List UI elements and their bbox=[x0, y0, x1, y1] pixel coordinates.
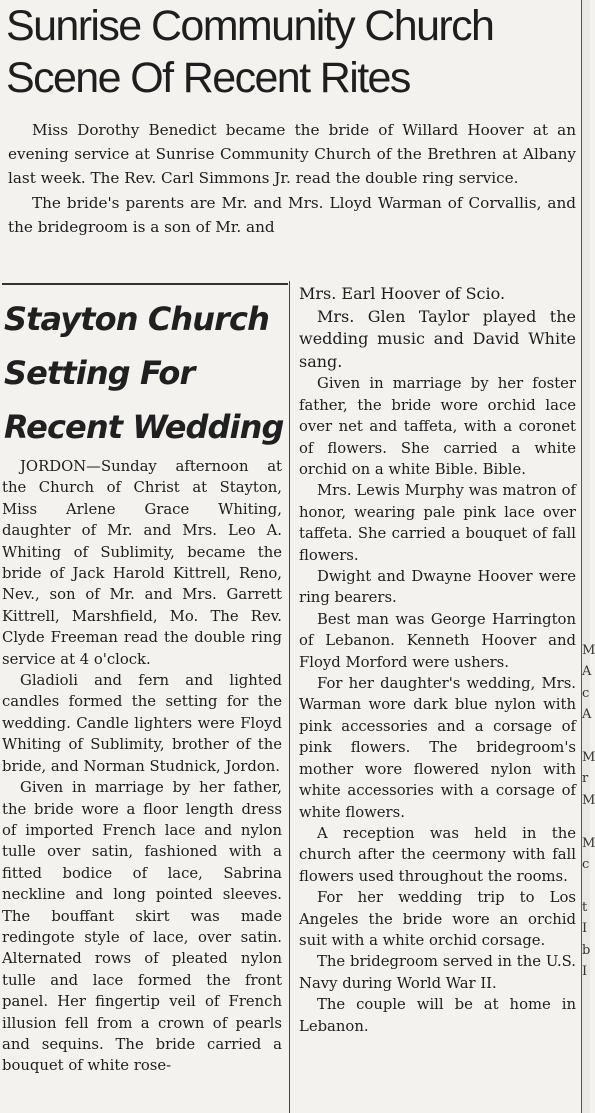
edge-char: I bbox=[582, 964, 588, 980]
sidebar-headline-line-2: Setting For bbox=[4, 354, 195, 392]
edge-char: A bbox=[582, 707, 592, 723]
lead-text bbox=[8, 118, 576, 239]
article-paragraph: Best man was George Harrington of Lebanon. Kenneth Hoover and Floyd Morford were ushers. bbox=[299, 610, 576, 671]
lead-paragraph-2: The bride's parents are Mr. and Mrs. Lloyd Warman of Corvallis, and the bridegroom is a son of Mr. and bbox=[8, 193, 576, 236]
edge-char bbox=[582, 726, 590, 747]
column-divider bbox=[289, 281, 290, 1113]
article-paragraph: Dwight and Dwayne Hoover were ring bearers. bbox=[299, 568, 576, 607]
article-paragraph: The couple will be at home in Lebanon. bbox=[299, 996, 576, 1035]
adjacent-column-edge-text bbox=[582, 640, 595, 983]
sidebar-headline-line-1: Stayton Church bbox=[4, 300, 269, 338]
edge-char: c bbox=[582, 857, 590, 873]
sidebar-paragraph: Gladioli and fern and lighted candles formed the setting for the wedding. Candle lighters were Floyd Whiting of Sublimity, brother of the bride, and Norman Studnick, Jordon. bbox=[2, 672, 282, 775]
lead-paragraph-1: Miss Dorothy Benedict became the bride of Willard Hoover at an evening service at Sunrise Community Church of the Brethren at Albany last week. The Rev. Carl Simmons Jr. read the double ring service. bbox=[8, 121, 576, 188]
edge-char: M bbox=[582, 750, 595, 766]
article-paragraph: Mrs. Earl Hoover of Scio. bbox=[299, 284, 506, 303]
edge-char bbox=[582, 811, 590, 832]
article-paragraph: For her daughter's wedding, Mrs. Warman wore dark blue nylon with pink accessories and a corsage of pink flowers. The bridegroom's mother wore flowered nylon with white accessories with a corsage of white flowers. bbox=[299, 675, 576, 821]
sidebar-paragraph: JORDON—Sunday afternoon at the Church of Christ at Stayton, Miss Arlene Grace Whiting, daughter of Mr. and Mrs. Leo A. Whiting of Sublimity, became the bride of Jack Harold Kittrell, Reno, Nev., son of Mr. and Mrs. Garrett Kittrell, Marshfield, Mo. The Rev. Clyde Freeman read the double ring service at 4 o'clock. bbox=[2, 458, 282, 668]
sidebar-headline bbox=[4, 292, 286, 454]
edge-char: M bbox=[582, 643, 595, 658]
article-paragraph: Mrs. Glen Taylor played the wedding music and David White sang. bbox=[299, 306, 576, 371]
article-paragraph: The bridegroom served in the U.S. Navy during World War II. bbox=[299, 953, 576, 992]
article-paragraph: A reception was held in the church after the ceermony with fall flowers used throughout the rooms. bbox=[299, 824, 576, 885]
main-headline-line-2: Scene Of Recent Rites bbox=[6, 54, 410, 102]
article-paragraph: Given in marriage by her foster father, the bride wore orchid lace over net and taffeta, with a coronet of flowers. She carried a white orchid on a white Bible. Bible. bbox=[299, 375, 576, 478]
edge-char bbox=[582, 875, 590, 896]
sidebar-body bbox=[2, 456, 282, 1077]
main-article-continuation bbox=[299, 283, 576, 1037]
edge-char: r bbox=[582, 771, 589, 787]
edge-char: c bbox=[582, 685, 590, 701]
edge-char: M bbox=[582, 835, 595, 851]
edge-char: t bbox=[582, 899, 588, 915]
edge-char: M bbox=[582, 792, 595, 808]
article-paragraph: Mrs. Lewis Murphy was matron of honor, wearing pale pink lace over taffeta. She carried a bouquet of fall flowers. bbox=[299, 482, 576, 564]
edge-char: A bbox=[582, 664, 592, 680]
main-headline-line-1: Sunrise Community Church bbox=[6, 2, 494, 50]
main-headline bbox=[6, 0, 576, 104]
sidebar-top-rule bbox=[2, 283, 288, 285]
sidebar-paragraph: Given in marriage by her father, the bride wore a floor length dress of imported French lace and nylon tulle over satin, fashioned with a fitted bodice of lace, Sabrina neckline and long pointed sleeves. The bouffant skirt was made redingote style of lace, over satin. Alternated rows of pleated nylon tulle and lace formed the front panel. Her fingertip veil of French illusion fell from a crown of pearls and sequins. The bride carried a bouquet of white rose- bbox=[2, 779, 282, 1075]
edge-char: I bbox=[582, 921, 588, 937]
article-paragraph: For her wedding trip to Los Angeles the bride wore an orchid suit with a white orchid corsage. bbox=[299, 889, 576, 949]
edge-char: b bbox=[582, 942, 591, 958]
sidebar-headline-line-3: Recent Wedding bbox=[4, 408, 284, 446]
